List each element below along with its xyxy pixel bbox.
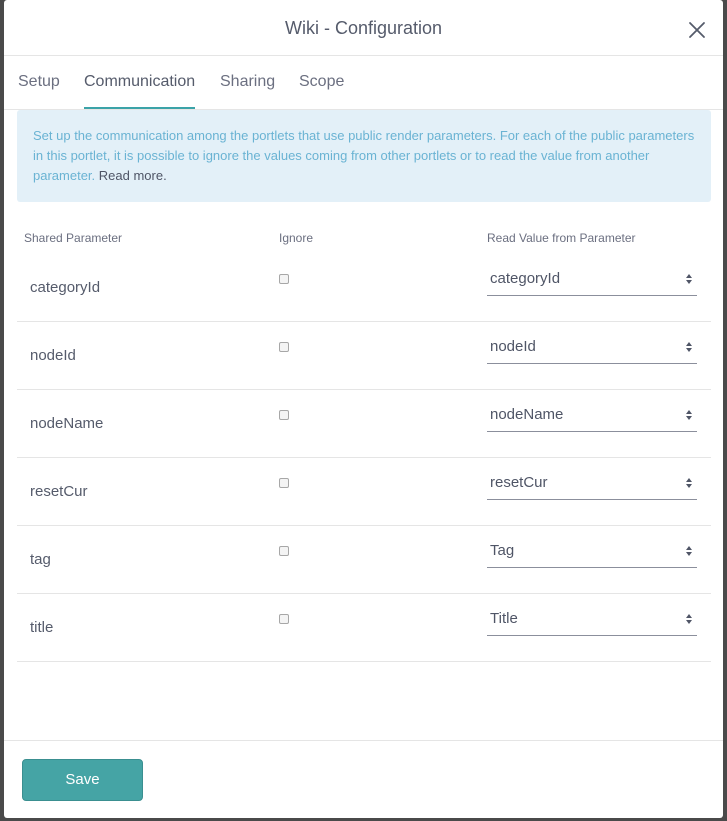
dialog-header (4, 0, 723, 56)
save-button[interactable]: Save (22, 759, 143, 801)
sort-arrows-icon (685, 341, 693, 353)
header-shared-parameter: Shared Parameter (24, 231, 123, 245)
header-ignore: Ignore (279, 231, 314, 245)
select-value: nodeId (490, 338, 536, 355)
ignore-checkbox[interactable] (279, 342, 289, 352)
info-alert (17, 110, 711, 202)
tab-bar (4, 56, 723, 110)
select-value: Title (490, 610, 518, 627)
select-value: resetCur (490, 474, 548, 491)
ignore-checkbox[interactable] (279, 478, 289, 488)
parameter-name: tag (30, 551, 51, 568)
parameter-name: nodeName (30, 415, 104, 432)
read-more-link[interactable]: Read more. (98, 168, 167, 183)
tab-setup[interactable]: Setup (18, 73, 60, 90)
tab-sharing[interactable]: Sharing (220, 73, 276, 90)
tab-scope[interactable]: Scope (299, 73, 345, 90)
read-value-select[interactable] (487, 334, 697, 364)
info-text: Set up the communication among the portlets that use public render parameters. For each of the public parameters in this portlet, it is possible to ignore the values coming from other portlets or to read the value from another parameter. (33, 128, 695, 183)
sort-arrows-icon (685, 409, 693, 421)
sort-arrows-icon (685, 545, 693, 557)
select-value: Tag (490, 542, 515, 559)
sort-arrows-icon (685, 613, 693, 625)
ignore-checkbox[interactable] (279, 614, 289, 624)
read-value-select[interactable] (487, 606, 697, 636)
ignore-checkbox[interactable] (279, 274, 289, 284)
read-value-select[interactable] (487, 470, 697, 500)
select-value: nodeName (490, 406, 564, 423)
dialog-title: Wiki - Configuration (284, 18, 443, 38)
configuration-dialog (4, 0, 723, 818)
parameter-name: nodeId (30, 347, 76, 364)
read-value-select[interactable] (487, 266, 697, 296)
table-row (17, 458, 711, 526)
sort-arrows-icon (685, 477, 693, 489)
sort-arrows-icon (685, 273, 693, 285)
header-read-value: Read Value from Parameter (487, 231, 636, 245)
close-button[interactable] (687, 20, 707, 40)
read-value-select[interactable] (487, 402, 697, 432)
close-icon (687, 20, 707, 40)
select-value: categoryId (490, 270, 561, 287)
parameters-table (17, 254, 711, 662)
table-row (17, 594, 711, 662)
ignore-checkbox[interactable] (279, 410, 289, 420)
table-row (17, 526, 711, 594)
ignore-checkbox[interactable] (279, 546, 289, 556)
parameter-name: categoryId (30, 279, 101, 296)
table-row (17, 322, 711, 390)
tab-communication[interactable]: Communication (84, 73, 195, 109)
parameter-name: title (30, 619, 54, 636)
table-row (17, 254, 711, 322)
read-value-select[interactable] (487, 538, 697, 568)
table-row (17, 390, 711, 458)
dialog-footer (4, 740, 723, 818)
parameter-name: resetCur (30, 483, 88, 500)
